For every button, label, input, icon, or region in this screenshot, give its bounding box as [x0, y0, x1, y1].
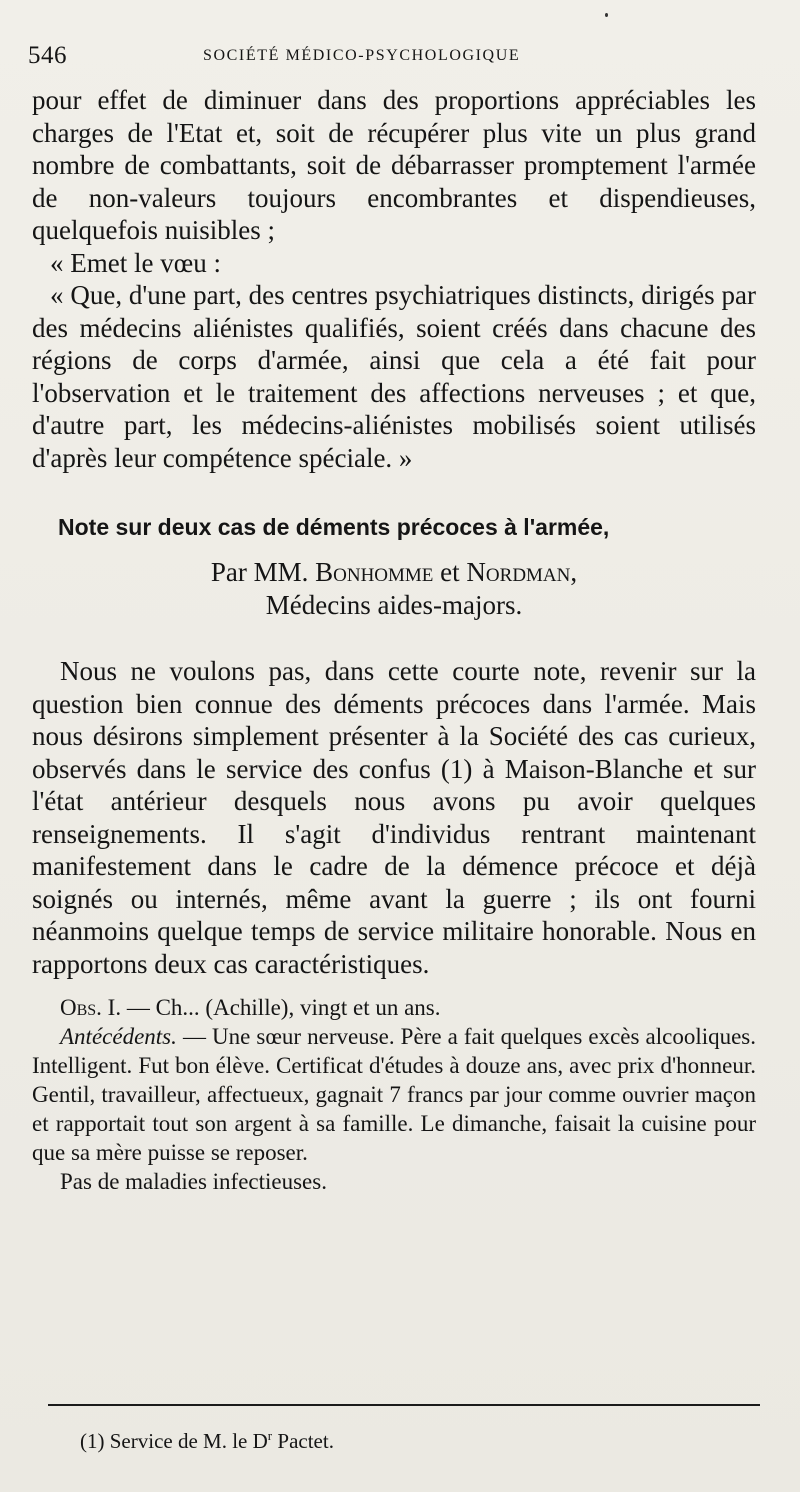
observation-heading: [32, 993, 756, 1022]
page-content: [32, 84, 756, 1196]
footnote-rule: [48, 1404, 760, 1406]
infections-paragraph: Pas de maladies infectieuses.: [60, 1169, 327, 1194]
footnote: [80, 1428, 334, 1454]
body-text-part2: à Maison-Blanche et sur l'état antérieur desquels nous avons pu avoir quelques renseignements. Il s'agit d'individus rentrant maintenant manifestement dans le cadre de la démence précoce et déjà soignés ou internés, même avant la guerre ; ils ont fourni néanmoins quelque temps de service militaire honorable. Nous en rapportons deux cas caractéristiques.: [32, 753, 756, 979]
note-title: Note sur deux cas de déments précoces à l'armée,: [58, 514, 610, 540]
antecedents-paragraph: [32, 1022, 756, 1167]
footnote-text: Service de M. le D: [109, 1429, 268, 1453]
voeu-paragraph: « Que, d'une part, des centres psychiatriques distincts, dirigés par des médecins aliénistes qualifiés, soient créés dans chacune des régions de corps d'armée, ainsi que cela a été fait pour l'observation et le traitement des affections nerveuses ; et que, d'autre part, les médecins-aliénistes mobilisés soient utilisés d'après leur compétence spéciale. »: [32, 280, 756, 473]
page-number: 546: [28, 42, 67, 69]
authors-line: [32, 556, 756, 589]
antecedents-label: Antécédents.: [60, 1024, 177, 1049]
authors-and: et: [440, 557, 460, 587]
footnote-text-end: Pactet.: [272, 1429, 334, 1453]
ink-speck: [605, 13, 608, 17]
page-header: [28, 42, 782, 74]
observation-dash: —: [126, 995, 150, 1020]
authors-prefix: Par MM.: [210, 557, 309, 587]
emet-le-voeu: « Emet le vœu :: [50, 247, 221, 278]
note-body: [32, 655, 756, 1196]
antecedents-text: — Une sœur nerveuse. Père a fait quelques excès alcooliques. Intelligent. Fut bon élève. Certificat d'études à douze ans, avec prix d'honneur. Gentil, travailleur, affectueux, gagnait 7 francs par jour comme ouvrier maçon et rapportait tout son argent à sa famille. Le dimanche, faisait la cuisine pour que sa mère puisse se reposer.: [32, 1024, 757, 1165]
authors-roles: Médecins aides-majors.: [265, 590, 523, 620]
observation-subject: Ch... (Achille), vingt et un ans.: [155, 995, 441, 1020]
observation-label: Obs. I.: [60, 995, 122, 1020]
author-bonhomme: Bonhomme: [315, 557, 434, 587]
author-nordman: Nordman,: [466, 557, 578, 587]
body-paragraph: [32, 655, 756, 980]
footnote-superscript: r: [267, 1428, 273, 1443]
footnote-number: (1): [80, 1429, 105, 1453]
running-title: SOCIÉTÉ MÉDICO-PSYCHOLOGIQUE: [203, 47, 521, 64]
footnote-reference: (1): [440, 753, 473, 784]
continuation-paragraph: pour effet de diminuer dans des proportions appréciables les charges de l'Etat et, soit de récupérer plus vite un plus grand nombre de combattants, soit de débarrasser promptement l'armée de non-valeurs toujours encombrantes et dispendieuses, quelquefois nuisibles ;: [32, 85, 756, 245]
body-text-part1: Nous ne voulons pas, dans cette courte note, revenir sur la question bien connue des déments précoces dans l'armée. Mais nous désirons simplement présenter à la Société des cas curieux, observés dans le service des confus: [32, 656, 756, 784]
